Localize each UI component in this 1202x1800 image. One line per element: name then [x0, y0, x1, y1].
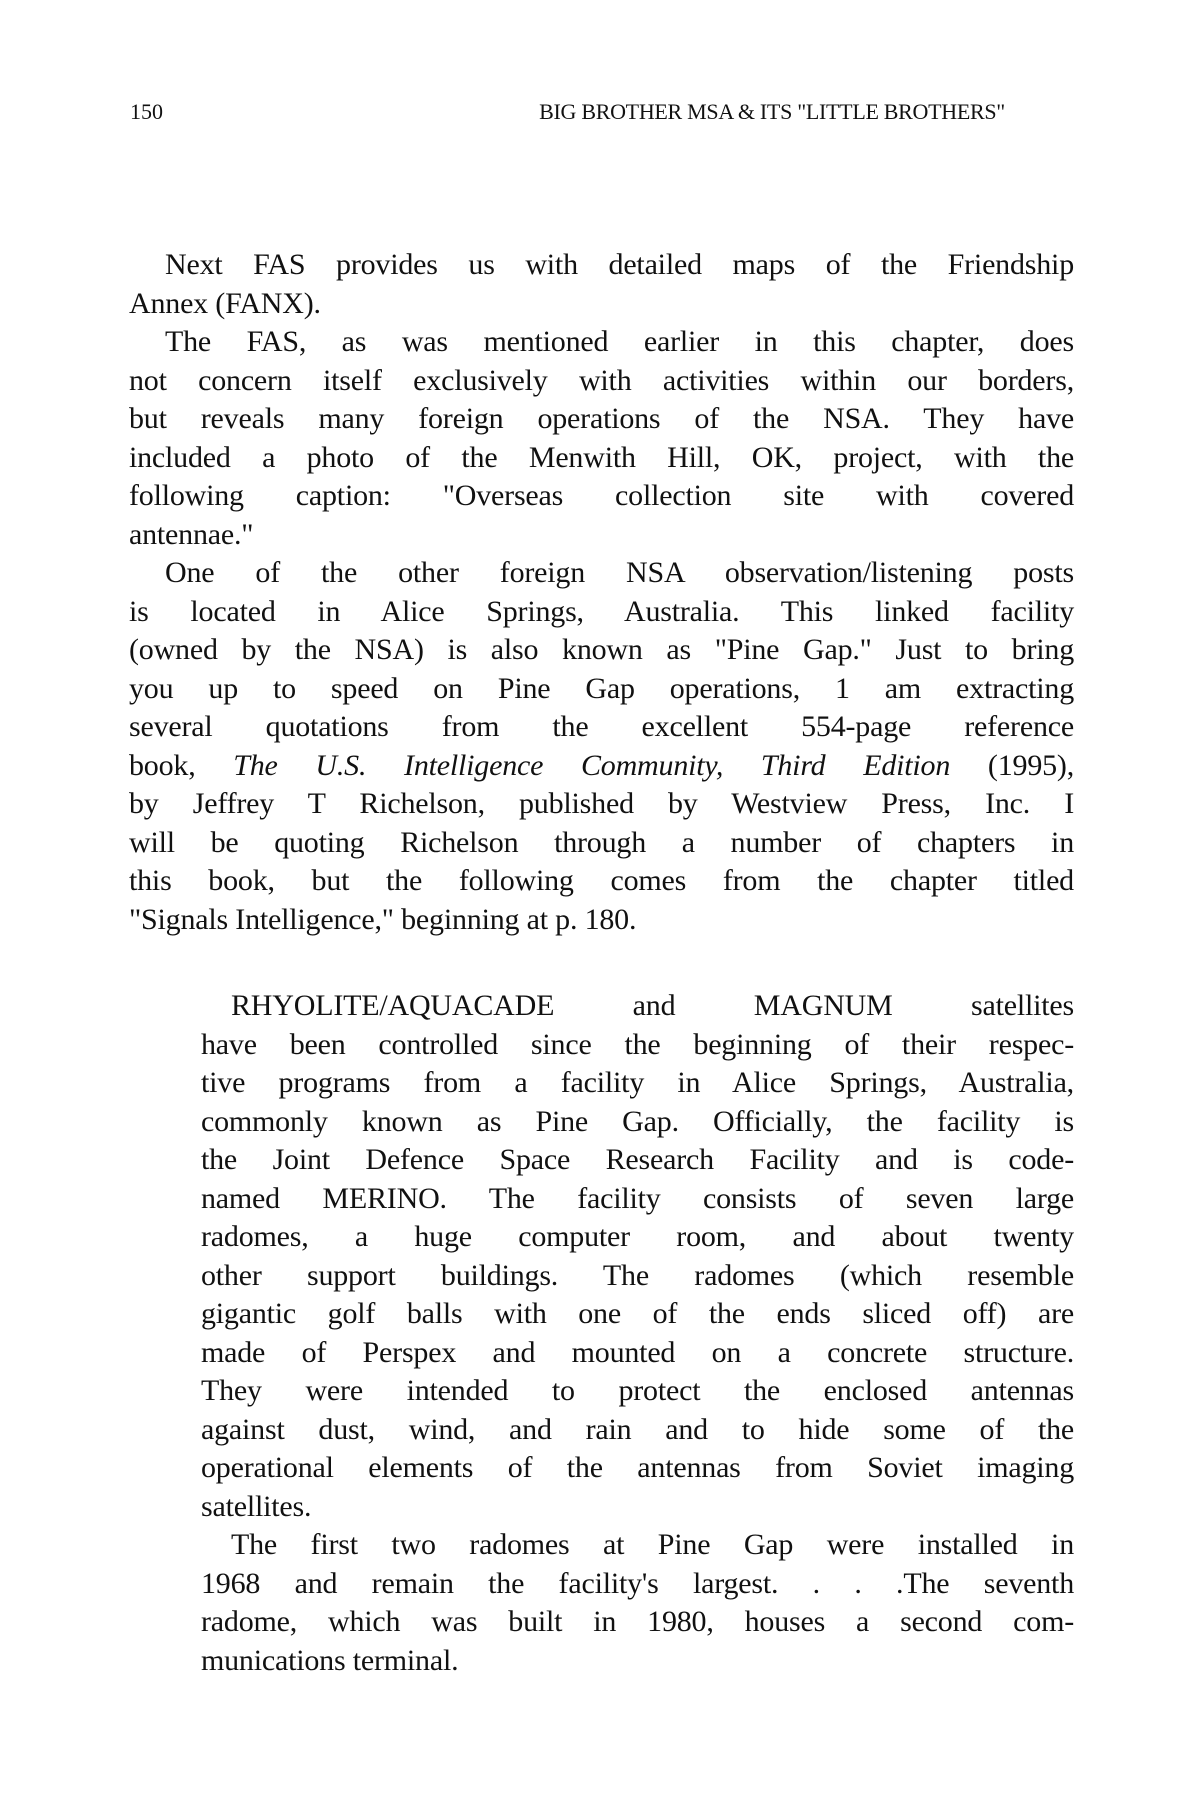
text-line: radome, which was built in 1980, houses a second com- [201, 1605, 1074, 1638]
text-line [129, 747, 1074, 786]
running-head: BIG BROTHER MSA & ITS "LITTLE BROTHERS" [539, 99, 1005, 124]
text-line: commonly known as Pine Gap. Officially, the facility is [201, 1104, 1074, 1138]
text-line: but reveals many foreign operations of the NSA. They have [129, 402, 1074, 435]
paragraph [201, 987, 1074, 1526]
text-line: antennae." [129, 517, 254, 551]
text-line: satellites. [201, 1489, 312, 1523]
text-segment: (1995), [950, 748, 1075, 782]
book-title: The U.S. Intelligence Community, Third Edition [233, 748, 951, 782]
text-line: you up to speed on Pine Gap operations, 1 am extracting [129, 671, 1074, 705]
text-line: 1968 and remain the facility's largest. . . .The seventh [201, 1566, 1074, 1600]
text-line: munications terminal. [201, 1643, 459, 1677]
text-line: tive programs from a facility in Alice Springs, Australia, [201, 1066, 1074, 1099]
text-line: other support buildings. The radomes (which resemble [201, 1258, 1074, 1292]
text-line: The first two radomes at Pine Gap were installed in [231, 1528, 1074, 1561]
text-line: gigantic golf balls with one of the ends sliced off) are [201, 1297, 1074, 1330]
text-line: several quotations from the excellent 554-page reference [129, 710, 1074, 743]
text-line: Next FAS provides us with detailed maps of the Friendship [165, 248, 1074, 281]
paragraph [129, 246, 1074, 323]
text-line: radomes, a huge computer room, and about twenty [201, 1220, 1074, 1253]
text-line: against dust, wind, and rain and to hide some of the [201, 1412, 1074, 1446]
body-text [129, 246, 1074, 939]
text-line: this book, but the following comes from the chapter titled [129, 864, 1074, 897]
text-line: The FAS, as was mentioned earlier in this chapter, does [165, 325, 1074, 358]
paragraph [129, 554, 1074, 939]
text-line: is located in Alice Springs, Australia. This linked facility [129, 594, 1074, 628]
text-line: Annex (FANX). [129, 286, 321, 320]
text-line: They were intended to protect the enclosed antennas [201, 1374, 1074, 1407]
text-line: RHYOLITE/AQUACADE and MAGNUM satellites [231, 989, 1074, 1022]
paragraph [201, 1526, 1074, 1680]
text-line: following caption: "Overseas collection site with covered [129, 479, 1074, 512]
text-line: named MERINO. The facility consists of seven large [201, 1181, 1074, 1215]
text-segment: book, [129, 748, 234, 782]
text-line: will be quoting Richelson through a number of chapters in [129, 825, 1074, 859]
text-line: (owned by the NSA) is also known as "Pine Gap." Just to bring [129, 633, 1074, 666]
block-quote [201, 987, 1074, 1680]
text-line: not concern itself exclusively with activities within our borders, [129, 363, 1074, 397]
text-line: the Joint Defence Space Research Facility and is code- [201, 1143, 1074, 1176]
paragraph [129, 323, 1074, 554]
text-line: included a photo of the Menwith Hill, OK, project, with the [129, 440, 1074, 474]
text-line: "Signals Intelligence," beginning at p. 180. [129, 902, 637, 936]
text-line: One of the other foreign NSA observation/listening posts [165, 556, 1074, 589]
text-line: by Jeffrey T Richelson, published by Westview Press, Inc. I [129, 787, 1074, 820]
text-line: have been controlled since the beginning of their respec- [201, 1027, 1074, 1061]
page-number: 150 [130, 99, 163, 124]
text-line: operational elements of the antennas from Soviet imaging [201, 1451, 1074, 1484]
text-line: made of Perspex and mounted on a concrete structure. [201, 1335, 1074, 1369]
